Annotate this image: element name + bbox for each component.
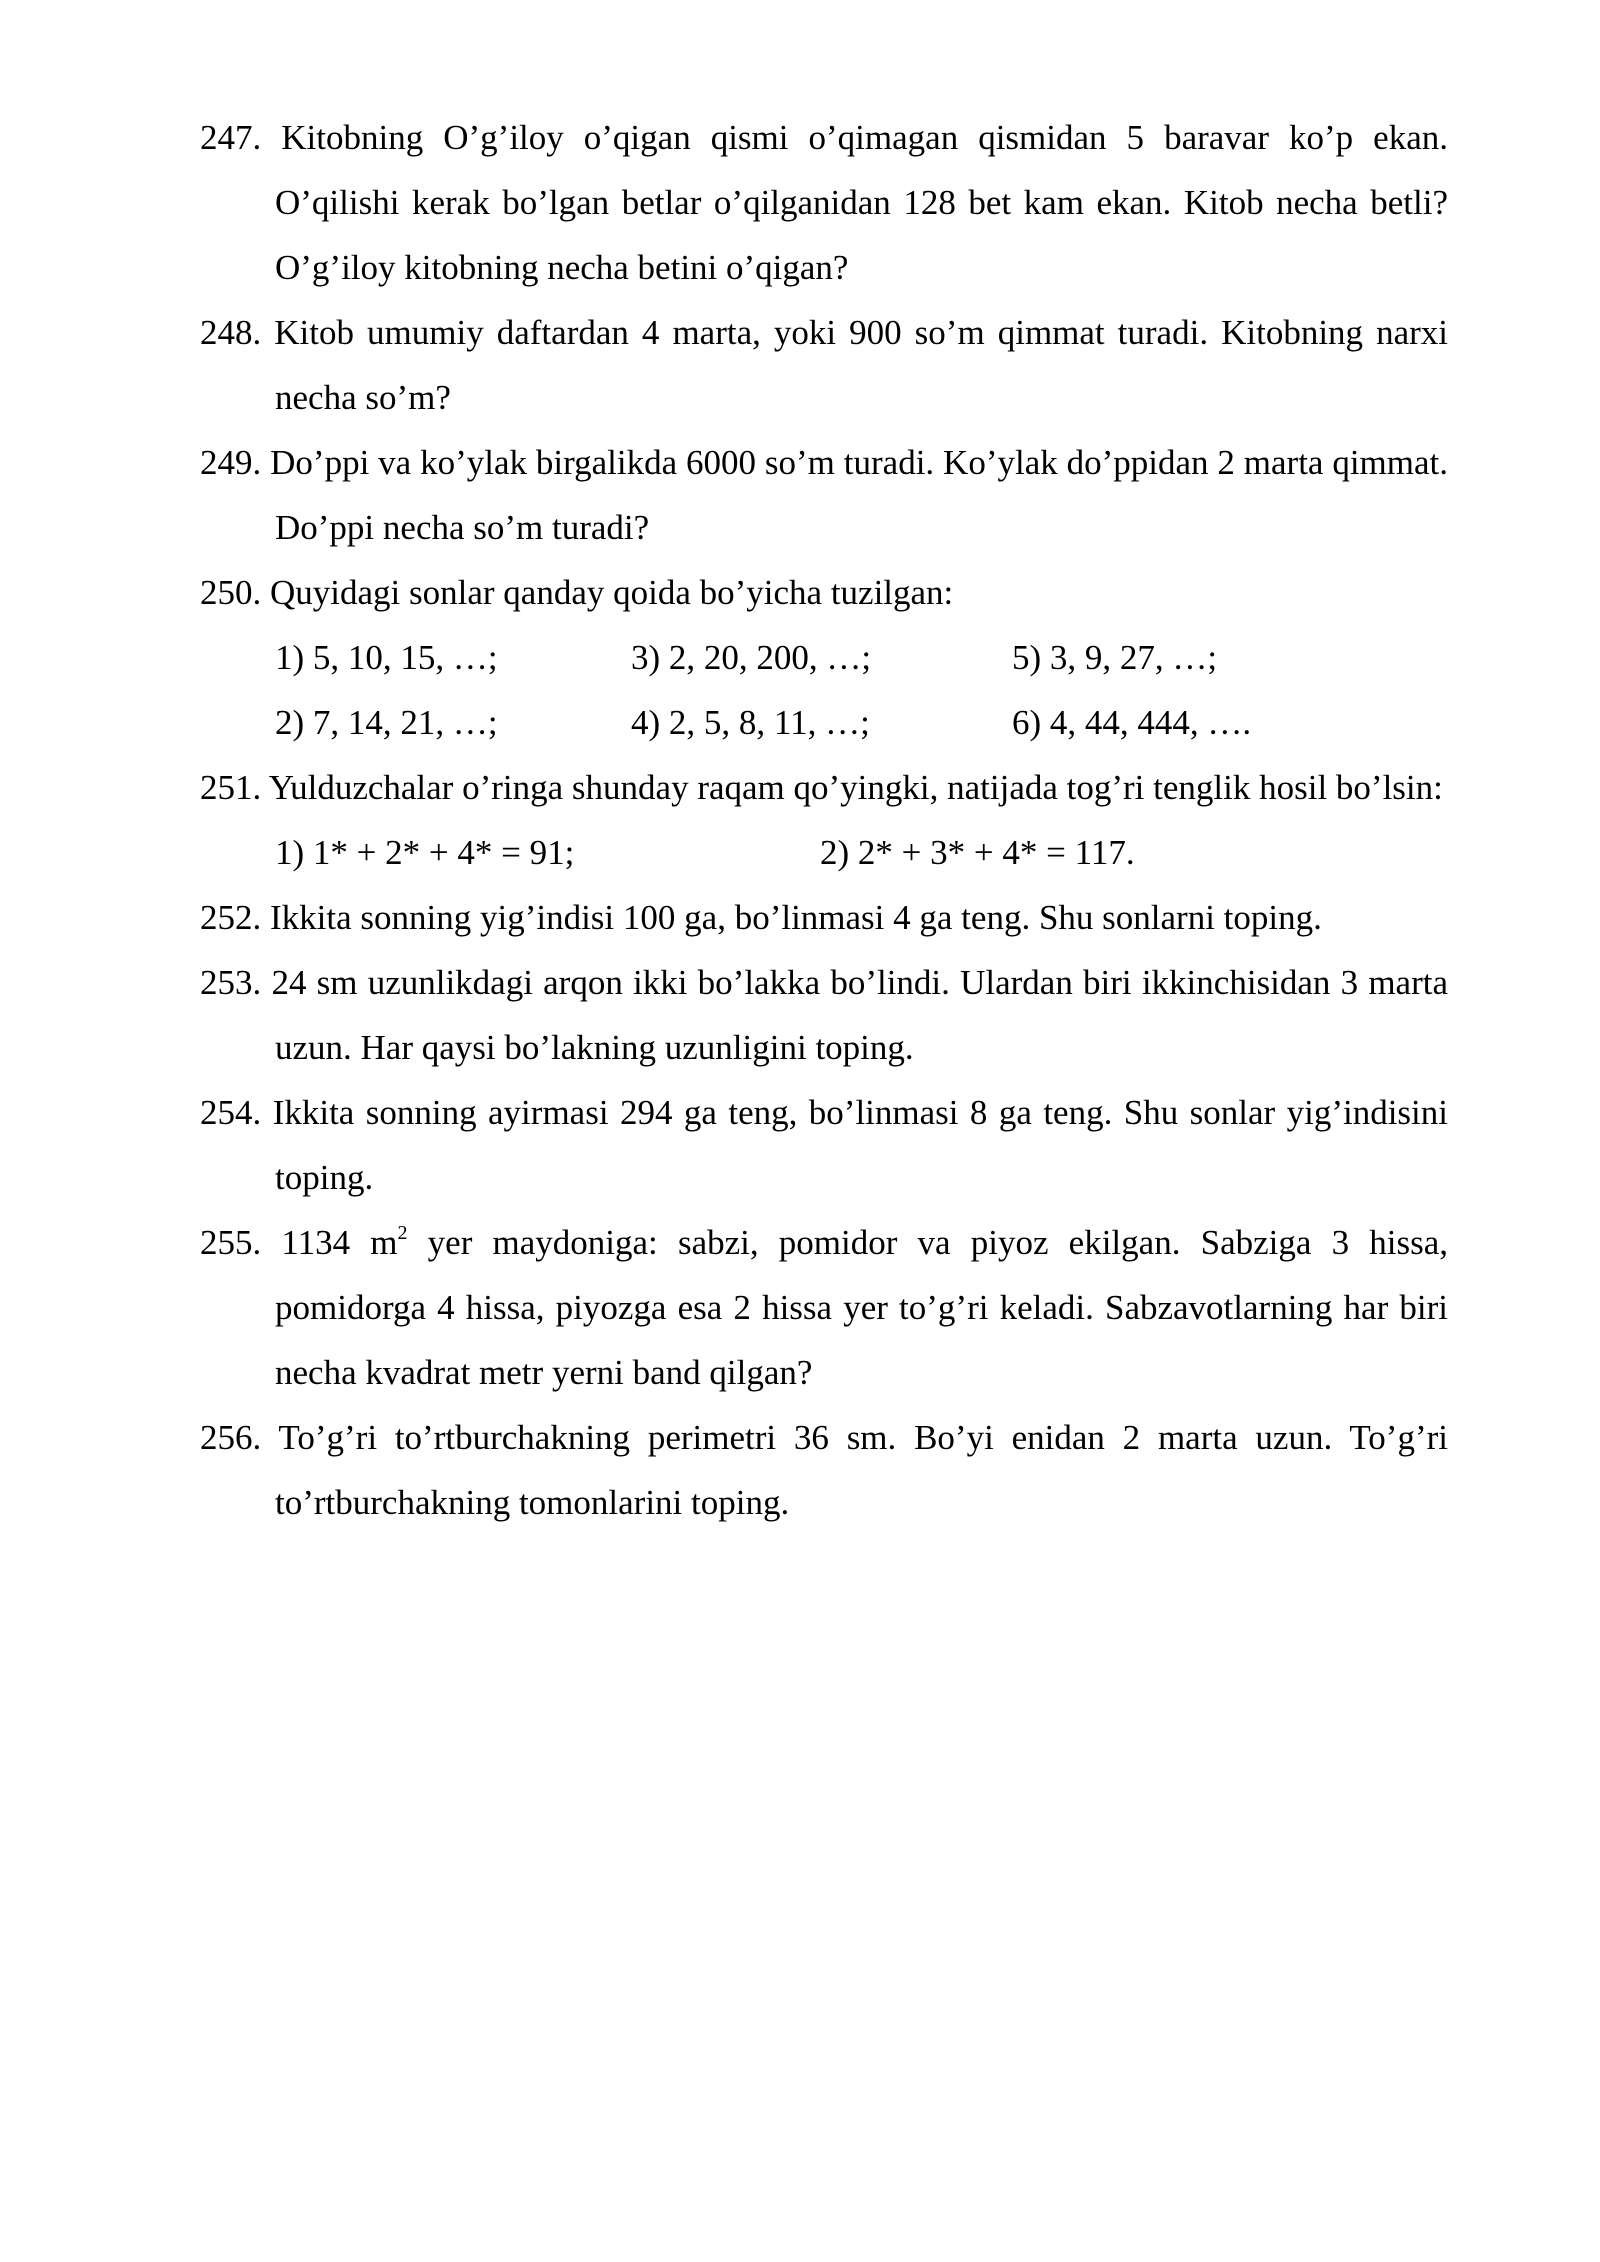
problem-250 bbox=[200, 560, 1448, 625]
problem-text: Yulduzchalar o’ringa shunday raqam qo’yingki, natijada tog’ri tenglik hosil bo’lsin: bbox=[268, 768, 1443, 807]
problem-list bbox=[200, 105, 1448, 1535]
problem-248 bbox=[200, 300, 1448, 430]
area-value: 1134 m bbox=[281, 1223, 398, 1262]
problem-text: Ikkita sonning yig’indisi 100 ga, bo’linmasi 4 ga teng. Shu sonlarni toping. bbox=[270, 898, 1322, 937]
equation: 2) 2* + 3* + 4* = 117. bbox=[820, 833, 1135, 872]
problem-255 bbox=[200, 1210, 1448, 1405]
problem-text: 24 sm uzunlikdagi arqon ikki bo’lakka bo’lindi. Ulardan biri ikkinchisidan 3 marta uzun. Har qaysi bo’lakning uzunligini toping. bbox=[271, 963, 1448, 1067]
problem-text: Ikkita sonning ayirmasi 294 ga teng, bo’linmasi 8 ga teng. Shu sonlar yig’indisini toping. bbox=[272, 1093, 1448, 1197]
problem-text: Quyidagi sonlar qanday qoida bo’yicha tuzilgan: bbox=[270, 573, 954, 612]
problem-number: 254. bbox=[200, 1093, 262, 1132]
problem-number: 252. bbox=[200, 898, 262, 937]
problem-254 bbox=[200, 1080, 1448, 1210]
sequence-option: 6) 4, 44, 444, …. bbox=[1012, 703, 1252, 742]
problem-text-rest: yer maydoniga: sabzi, pomidor va piyoz ekilgan. Sabziga 3 hissa, pomidorga 4 hissa, piyozga esa 2 hissa yer to’g’ri keladi. Sabzavotlarning har biri necha kvadrat metr yerni band qilgan? bbox=[275, 1223, 1448, 1392]
problem-text: Do’ppi va ko’ylak birgalikda 6000 so’m turadi. Ko’ylak do’ppidan 2 marta qimmat. Do’ppi necha so’m turadi? bbox=[270, 443, 1449, 547]
problem-number: 251. bbox=[200, 768, 262, 807]
problem-247 bbox=[200, 105, 1448, 300]
sequence-option: 3) 2, 20, 200, …; bbox=[631, 638, 872, 677]
sequence-option: 4) 2, 5, 8, 11, …; bbox=[631, 703, 870, 742]
problem-number: 248. bbox=[200, 313, 262, 352]
problem-number: 247. bbox=[200, 118, 262, 157]
problem-number: 250. bbox=[200, 573, 262, 612]
sequence-options-row-1 bbox=[200, 625, 1448, 690]
problem-256 bbox=[200, 1405, 1448, 1535]
problem-number: 253. bbox=[200, 963, 262, 1002]
problem-253 bbox=[200, 950, 1448, 1080]
problem-text bbox=[275, 1223, 1448, 1392]
equation: 1) 1* + 2* + 4* = 91; bbox=[275, 833, 575, 872]
problem-number: 249. bbox=[200, 443, 262, 482]
sequence-options-row-2 bbox=[200, 690, 1448, 755]
sequence-option: 5) 3, 9, 27, …; bbox=[1012, 638, 1218, 677]
sequence-option: 2) 7, 14, 21, …; bbox=[275, 703, 498, 742]
problem-252 bbox=[200, 885, 1448, 950]
problem-text: To’g’ri to’rtburchakning perimetri 36 sm. Bo’yi enidan 2 marta uzun. To’g’ri to’rtburchakning tomonlarini toping. bbox=[275, 1418, 1448, 1522]
area-exponent: 2 bbox=[397, 1222, 408, 1245]
problem-251 bbox=[200, 755, 1448, 820]
problem-249 bbox=[200, 430, 1448, 560]
problem-number: 256. bbox=[200, 1418, 262, 1457]
problem-number: 255. bbox=[200, 1223, 262, 1262]
problem-text: Kitobning O’g’iloy o’qigan qismi o’qimagan qismidan 5 baravar ko’p ekan. O’qilishi kerak bo’lgan betlar o’qilganidan 128 bet kam ekan. Kitob necha betli? O’g’iloy kitobning necha betini o’qigan? bbox=[275, 118, 1448, 287]
sequence-option: 1) 5, 10, 15, …; bbox=[275, 638, 498, 677]
problem-text: Kitob umumiy daftardan 4 marta, yoki 900 so’m qimmat turadi. Kitobning narxi necha so’m? bbox=[274, 313, 1448, 417]
equations-row bbox=[200, 820, 1448, 885]
